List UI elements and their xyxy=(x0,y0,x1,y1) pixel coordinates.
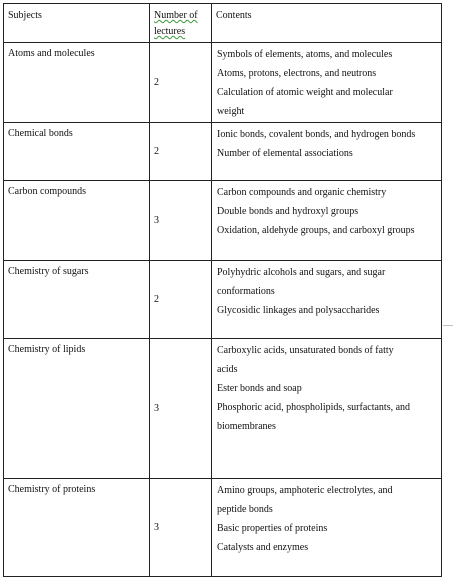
table-row xyxy=(4,123,442,181)
content-line: Symbols of elements, atoms, and molecules xyxy=(217,49,393,60)
lectures-cell: 2 xyxy=(150,261,212,339)
subject-cell: Carbon compounds xyxy=(4,181,150,261)
table-row xyxy=(4,43,442,123)
content-line: Phosphoric acid, phospholipids, surfactants, and xyxy=(217,402,411,413)
content-line: Catalysts and enzymes xyxy=(217,542,309,553)
content-line: peptide bonds xyxy=(217,504,273,515)
lectures-cell: 3 xyxy=(150,181,212,261)
content-line: weight xyxy=(217,106,245,117)
content-line: Polyhydric alcohols and sugars, and sugar xyxy=(217,267,386,278)
content-line: Ester bonds and soap xyxy=(217,383,302,394)
contents-cell xyxy=(212,123,442,181)
subject-cell: Chemistry of lipids xyxy=(4,339,150,479)
content-line: Atoms, protons, electrons, and neutrons xyxy=(217,68,377,79)
subject-cell: Chemistry of proteins xyxy=(4,479,150,577)
table-row xyxy=(4,339,442,479)
subject-cell: Chemistry of sugars xyxy=(4,261,150,339)
header-number-of-lectures xyxy=(150,4,212,43)
header-lectures-line2: lectures xyxy=(154,26,186,37)
contents-cell xyxy=(212,339,442,479)
content-line: Carboxylic acids, unsaturated bonds of fatty xyxy=(217,345,394,356)
content-line: Oxidation, aldehyde groups, and carboxyl groups xyxy=(217,225,415,236)
content-line: Amino groups, amphoteric electrolytes, and xyxy=(217,485,393,496)
content-line: acids xyxy=(217,364,238,375)
content-line: biomembranes xyxy=(217,421,276,432)
contents-cell xyxy=(212,261,442,339)
content-line: Double bonds and hydroxyl groups xyxy=(217,206,359,217)
lectures-cell: 2 xyxy=(150,123,212,181)
contents-cell xyxy=(212,479,442,577)
lectures-cell: 3 xyxy=(150,479,212,577)
table-header-row xyxy=(4,4,442,43)
contents-cell xyxy=(212,181,442,261)
content-line: Glycosidic linkages and polysaccharides xyxy=(217,305,380,316)
lecture-table xyxy=(3,3,442,577)
table-row xyxy=(4,261,442,339)
content-line: Carbon compounds and organic chemistry xyxy=(217,187,387,198)
content-line: Number of elemental associations xyxy=(217,148,353,159)
lectures-cell: 3 xyxy=(150,339,212,479)
contents-cell xyxy=(212,43,442,123)
margin-dots: ..... xyxy=(443,319,453,328)
lectures-cell: 2 xyxy=(150,43,212,123)
header-subjects: Subjects xyxy=(4,4,150,43)
content-line: Basic properties of proteins xyxy=(217,523,328,534)
subject-cell: Chemical bonds xyxy=(4,123,150,181)
header-lectures-line1: Number of xyxy=(154,10,198,21)
table-row xyxy=(4,181,442,261)
content-line: Ionic bonds, covalent bonds, and hydrogen bonds xyxy=(217,129,416,140)
content-line: conformations xyxy=(217,286,275,297)
content-line: Calculation of atomic weight and molecular xyxy=(217,87,393,98)
header-contents: Contents xyxy=(212,4,442,43)
subject-cell: Atoms and molecules xyxy=(4,43,150,123)
table-row xyxy=(4,479,442,577)
